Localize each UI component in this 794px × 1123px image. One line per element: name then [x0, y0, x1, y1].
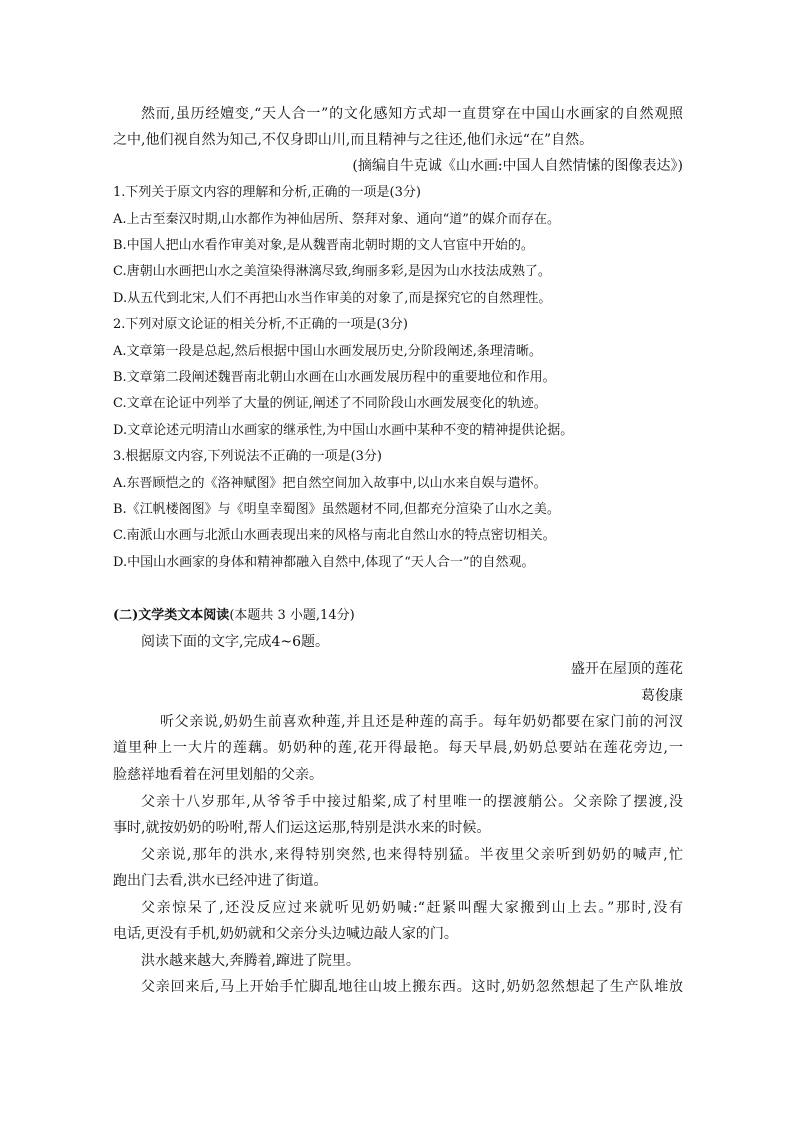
- article-line: 跑出门去看,洪水已经冲进了街道。: [113, 873, 328, 889]
- article-line: 道里种上一大片的莲藕。奶奶种的莲,花开得最艳。每天早晨,奶奶总要站在莲花旁边,一: [113, 740, 683, 756]
- passage-line: 然而,虽历经嬗变,“天人合一”的文化感知方式却一直贯穿在中国山水画家的自然观照: [141, 106, 683, 122]
- article-line: 事时,就按奶奶的吩咐,帮人们运这运那,特别是洪水来的时候。: [113, 820, 491, 836]
- question-3-stem: 3.根据原文内容,下列说法不正确的一项是(3分): [113, 449, 382, 464]
- article-title: 盛开在屋顶的莲花: [571, 661, 683, 677]
- question-3-option-d: D.中国山水画家的身体和精神都融入自然中,体现了“天人合一”的自然观。: [113, 555, 535, 570]
- question-2-option-d: D.文章论述元明清山水画家的继承性,为中国山水画中某种不变的精神提供论据。: [113, 423, 574, 438]
- article-line: 洪水越来越大,奔腾着,蹿进了院里。: [141, 953, 360, 969]
- article-line: 电话,更没有手机,奶奶就和父亲分头边喊边敲人家的门。: [113, 926, 458, 942]
- question-1-option-d: D.从五代到北宋,人们不再把山水当作审美的对象了,而是探究它的自然理性。: [113, 291, 552, 306]
- reading-instruction: 阅读下面的文字,完成4~6题。: [141, 634, 329, 650]
- question-1-option-a: A.上古至秦汉时期,山水都作为神仙居所、祭拜对象、通向“道”的媒介而存在。: [113, 212, 560, 227]
- question-1-stem: 1.下列关于原文内容的理解和分析,正确的一项是(3分): [113, 185, 421, 200]
- question-3-option-a: A.东晋顾恺之的《洛神赋图》把自然空间加入故事中,以山水来自娱与遣怀。: [113, 476, 547, 491]
- source-citation: (摘编自牛克诚《山水画:中国人自然情愫的图像表达》): [352, 158, 683, 174]
- question-2-option-a: A.文章第一段是总起,然后根据中国山水画发展历史,分阶段阐述,条理清晰。: [113, 344, 542, 359]
- article-line: 父亲十八岁那年,从爷爷手中接过船桨,成了村里唯一的摆渡艄公。父亲除了摆渡,没: [141, 794, 683, 810]
- article-line: 父亲说,那年的洪水,来得特别突然,也来得特别猛。半夜里父亲听到奶奶的喊声,忙: [141, 847, 683, 863]
- question-3-option-b: B.《江帆楼阁图》与《明皇幸蜀图》虽然题材不同,但都充分渲染了山水之美。: [113, 502, 560, 517]
- section-heading-note: (本题共 3 小题,14分): [229, 608, 355, 623]
- passage-line: 之中,他们视自然为知己,不仅身即山川,而且精神与之往还,他们永远“在”自然。: [113, 132, 594, 148]
- section-heading: [113, 606, 683, 626]
- question-2-option-b: B.文章第二段阐述魏晋南北朝山水画在山水画发展历程中的重要地位和作用。: [113, 370, 556, 385]
- question-1-option-b: B.中国人把山水看作审美对象,是从魏晋南北朝时期的文人官宦中开始的。: [113, 238, 534, 253]
- question-1-option-c: C.唐朝山水画把山水之美渲染得淋漓尽致,绚丽多彩,是因为山水技法成熟了。: [113, 264, 551, 279]
- article-author: 葛俊康: [641, 688, 683, 704]
- article-line: 脸慈祥地看着在河里划船的父亲。: [113, 767, 323, 783]
- article-line: 父亲回来后,马上开始手忙脚乱地往山坡上搬东西。这时,奶奶忽然想起了生产队堆放: [141, 979, 683, 995]
- question-2-option-c: C.文章在论证中列举了大量的例证,阐述了不同阶段山水画发展变化的轨迹。: [113, 396, 547, 411]
- section-heading-title: (二)文学类文本阅读: [113, 608, 230, 623]
- question-3-option-c: C.南派山水画与北派山水画表现出来的风格与南北自然山水的特点密切相关。: [113, 528, 556, 543]
- article-line: 父亲惊呆了,还没反应过来就听见奶奶喊:“赶紧叫醒大家搬到山上去。”那时,没有: [141, 900, 683, 916]
- article-line: 听父亲说,奶奶生前喜欢种莲,并且还是种莲的高手。每年奶奶都要在家门前的河汊: [160, 714, 683, 730]
- question-2-stem: 2.下列对原文论证的相关分析,不正确的一项是(3分): [113, 317, 408, 332]
